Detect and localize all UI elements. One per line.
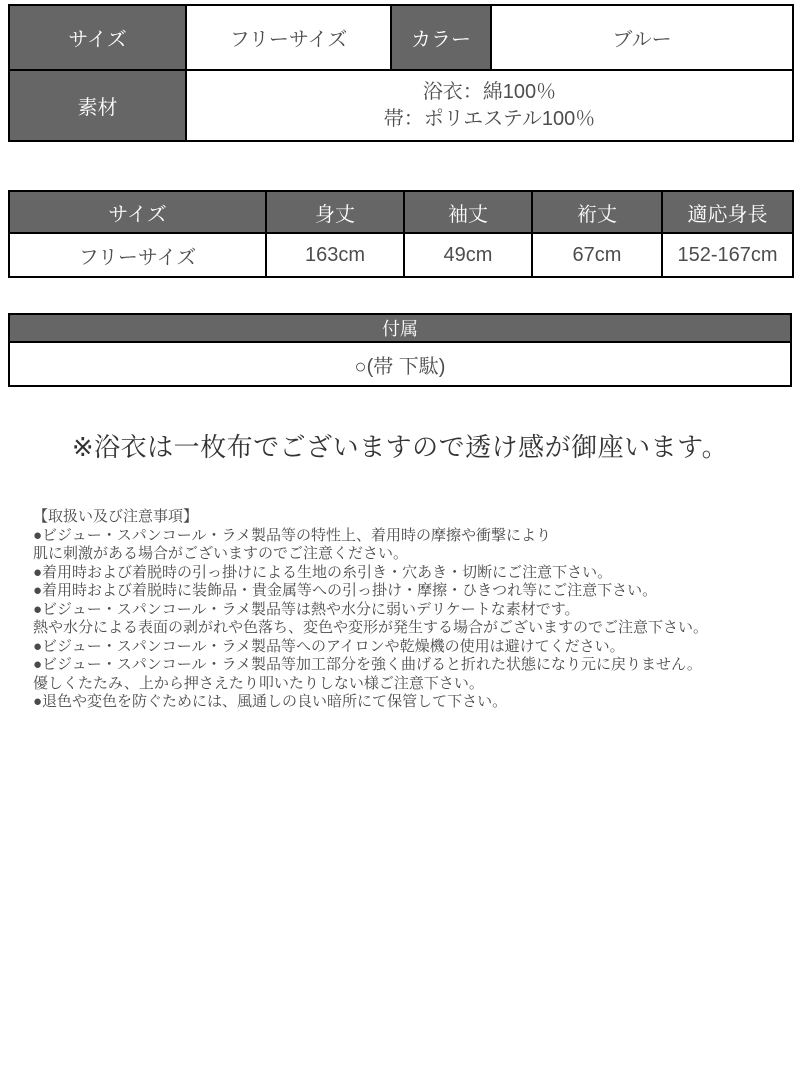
accessories-value-cell: ○(帯 下駄) xyxy=(9,342,791,386)
measurements-header-height: 適応身長 xyxy=(662,191,793,233)
care-note-line: 優しくたたみ、上から押さえたり叩いたりしない様ご注意下さい。 xyxy=(33,674,484,692)
care-notes-section xyxy=(0,508,800,712)
accessories-table xyxy=(8,313,792,387)
care-note-line: 肌に刺激がある場合がございますのでご注意ください。 xyxy=(33,545,409,562)
care-note-line: ●着用時および着脱時に装飾品・貴金属等への引っ掛け・摩擦・ひきつれ等にご注意下さい。 xyxy=(33,582,658,599)
material-line-yukata: 浴衣：綿100％ xyxy=(422,80,557,103)
sheerness-notice: ※浴衣は一枚布でございますので透け感が御座います。 xyxy=(71,432,729,462)
measurements-table xyxy=(8,190,794,278)
care-note-line: ●ビジュー・スパンコール・ラメ製品等は熱や水分に弱いデリケートな素材です。 xyxy=(33,600,580,618)
care-note-line: ●退色や変色を防ぐためには、風通しの良い暗所にて保管して下さい。 xyxy=(33,693,508,710)
size-color-material-table xyxy=(8,4,794,142)
measurements-data-row xyxy=(9,233,793,277)
care-note-line: ●着用時および着脱時の引っ掛けによる生地の糸引き・穴あき・切断にご注意下さい。 xyxy=(33,563,613,581)
measurements-yukitake-value: 67cm xyxy=(532,233,662,277)
color-value-cell: ブルー xyxy=(491,5,793,70)
measurements-header-size: サイズ xyxy=(9,191,266,233)
size-color-row xyxy=(9,5,793,70)
size-value-cell: フリーサイズ xyxy=(186,5,391,70)
color-label-cell: カラー xyxy=(391,5,491,70)
measurements-header-row xyxy=(9,191,793,233)
measurements-size-value: フリーサイズ xyxy=(9,233,266,277)
measurements-sodetake-value: 49cm xyxy=(404,233,532,277)
care-notes-heading: 【取扱い及び注意事項】 xyxy=(33,508,199,525)
material-line-obi: 帯：ポリエステル100％ xyxy=(383,107,596,130)
measurements-header-yukitake: 裄丈 xyxy=(532,191,662,233)
material-value-cell xyxy=(186,70,793,141)
care-note-line: ●ビジュー・スパンコール・ラメ製品等の特性上、着用時の摩擦や衝撃により xyxy=(33,526,552,544)
measurements-height-value: 152-167cm xyxy=(662,233,793,277)
care-note-line: 熱や水分による表面の剥がれや色落ち、変色や変形が発生する場合がございますのでご注意下さい。 xyxy=(33,619,709,636)
accessories-value-row xyxy=(9,342,791,386)
measurements-header-sodetake: 袖丈 xyxy=(404,191,532,233)
accessories-header-row xyxy=(9,314,791,342)
care-note-line: ●ビジュー・スパンコール・ラメ製品等加工部分を強く曲げると折れた状態になり元に戻りません。 xyxy=(33,656,702,673)
product-spec-page xyxy=(0,4,800,1071)
care-note-line: ●ビジュー・スパンコール・ラメ製品等へのアイロンや乾燥機の使用は避けてください。 xyxy=(33,637,625,655)
accessories-header-cell: 付属 xyxy=(9,314,791,342)
material-row xyxy=(9,70,793,141)
measurements-header-mitake: 身丈 xyxy=(266,191,404,233)
measurements-mitake-value: 163cm xyxy=(266,233,404,277)
material-label-cell: 素材 xyxy=(9,70,186,141)
size-label-cell: サイズ xyxy=(9,5,186,70)
